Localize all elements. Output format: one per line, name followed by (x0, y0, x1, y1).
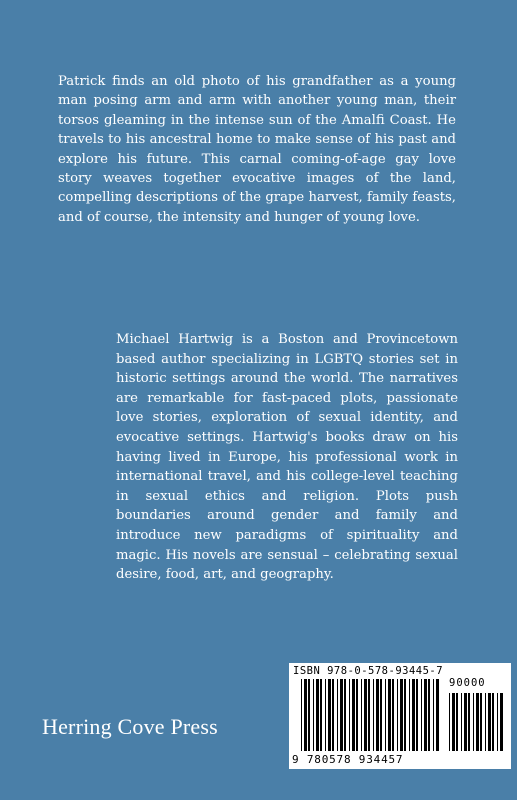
isbn-barcode (289, 663, 511, 769)
barcode-digits: 9 780578 934457 (292, 753, 404, 766)
author-bio: Michael Hartwig is a Boston and Provincetown based author specializing in LGBTQ stories set in historic settings around the world. The narratives are remarkable for fast-paced plots, passionate love stories, exploration of sexual identity, and evocative settings. Hartwig's books draw on his having lived in Europe, his professional work in international travel, and his college-level teaching in sexual ethics and religion. Plots push boundaries around gender and family and introduce new paradigms of spirituality and magic. His novels are sensual – celebrating sexual desire, food, art, and geography. (116, 332, 458, 583)
isbn-label: ISBN 978-0-578-93445-7 (293, 665, 444, 677)
price-code: 90000 (449, 677, 486, 689)
publisher-name: Herring Cove Press (42, 714, 218, 739)
back-cover-blurb: Patrick finds an old photo of his grandfather as a young man posing arm and arm with another young man, their torsos gleaming in the intense sun of the Amalfi Coast. He travels to his ancestral home to make sense of his past and explore his future. This carnal coming-of-age gay love story weaves together evocative images of the land, compelling descriptions of the grape harvest, family feasts, and of course, the intensity and hunger of young love. (58, 74, 456, 225)
